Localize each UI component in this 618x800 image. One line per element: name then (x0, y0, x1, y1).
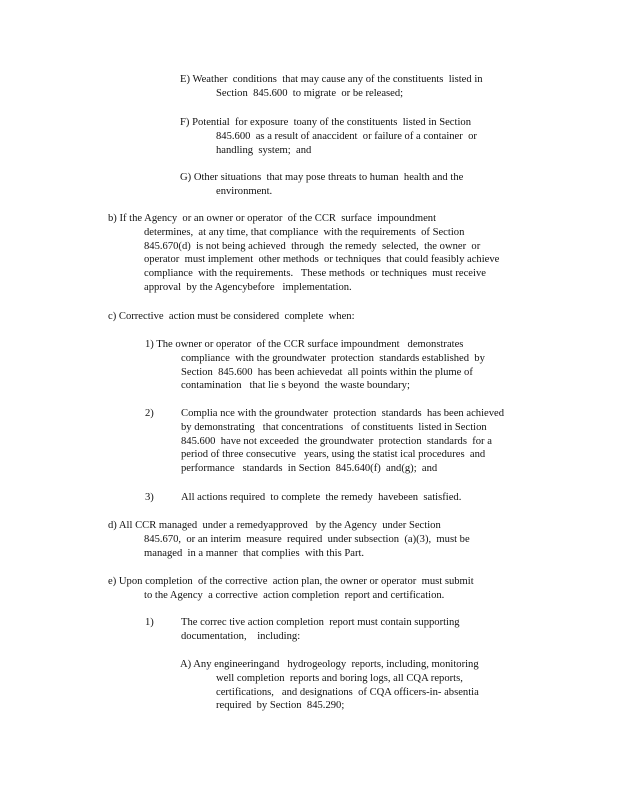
text-line: F) Potential for exposure toany of the constituents listed in Section (180, 117, 471, 128)
text-line: certifications, and designations of CQA officers-in- absentia (216, 686, 479, 698)
text-line: Section 845.600 to migrate or be released; (216, 87, 404, 99)
text-line: E) Weather conditions that may cause any of the constituents listed in (180, 74, 483, 85)
text-line: managed in a manner that complies with this Part. (144, 547, 365, 559)
text-line: All actions required to complete the remedy havebeen satisfied. (181, 492, 462, 503)
paragraph-d (108, 519, 470, 560)
text-line: d) All CCR managed under a remedyapproved by the Agency under Section (108, 520, 441, 531)
text-line: contamination that lie s beyond the waste boundary; (181, 380, 410, 392)
item-c2 (145, 407, 504, 476)
text-line: compliance with the groundwater protection standards established by (181, 352, 485, 364)
text-line: operator must implement other methods or techniques that could feasibly achieve (144, 254, 500, 266)
paragraph-b (108, 212, 499, 295)
item-e1-a (180, 658, 479, 713)
item-e-weather-conditions (180, 73, 483, 101)
text-line: 1) The owner or operator of the CCR surface impoundment demonstrates (145, 339, 464, 350)
item-number: 1) (145, 617, 154, 628)
item-number: 2) (145, 408, 154, 419)
item-e1 (145, 616, 460, 644)
item-g-other-situations (180, 171, 463, 199)
text-line: performance standards in Section 845.640(f) and(g); and (181, 463, 438, 475)
text-line: Complia nce with the groundwater protection standards has been achieved (181, 408, 505, 419)
text-line: c) Corrective action must be considered complete when: (108, 311, 355, 322)
text-line: 845.600 have not exceeded the groundwater protection standards for a (181, 435, 492, 447)
text-line: approval by the Agencybefore implementation. (144, 281, 352, 293)
text-line: environment. (216, 185, 273, 197)
paragraph-c (108, 310, 355, 324)
text-line: to the Agency a corrective action completion report and certification. (144, 589, 445, 601)
text-line: 845.600 as a result of anaccident or failure of a container or (216, 130, 477, 142)
item-c1 (145, 338, 485, 393)
text-line: e) Upon completion of the corrective action plan, the owner or operator must submit (108, 576, 474, 587)
text-line: handling system; and (216, 144, 312, 156)
text-line: A) Any engineeringand hydrogeology reports, including, monitoring (180, 659, 479, 670)
text-line: 845.670, or an interim measure required under subsection (a)(3), must be (144, 533, 470, 545)
text-line: period of three consecutive years, using the statist ical procedures and (181, 449, 486, 461)
text-line: b) If the Agency or an owner or operator of the CCR surface impoundment (108, 213, 437, 224)
text-line: well completion reports and boring logs, all CQA reports, (216, 672, 463, 684)
item-f-potential-exposure (180, 116, 477, 157)
text-line: Section 845.600 has been achievedat all points within the plume of (181, 366, 473, 378)
text-line: determines, at any time, that compliance with the requirements of Section (144, 226, 465, 238)
item-number: 3) (145, 492, 154, 503)
text-line: G) Other situations that may pose threats to human health and the (180, 172, 464, 183)
item-c3 (145, 491, 461, 505)
text-line: The correc tive action completion report must contain supporting (181, 617, 460, 628)
text-line: required by Section 845.290; (216, 700, 345, 712)
text-line: documentation, including: (181, 630, 301, 642)
text-line: compliance with the requirements. These methods or techniques must receive (144, 268, 486, 280)
text-line: by demonstrating that concentrations of constituents listed in Section (181, 421, 487, 433)
text-line: 845.670(d) is not being achieved through the remedy selected, the owner or (144, 240, 481, 252)
paragraph-e (108, 575, 474, 603)
